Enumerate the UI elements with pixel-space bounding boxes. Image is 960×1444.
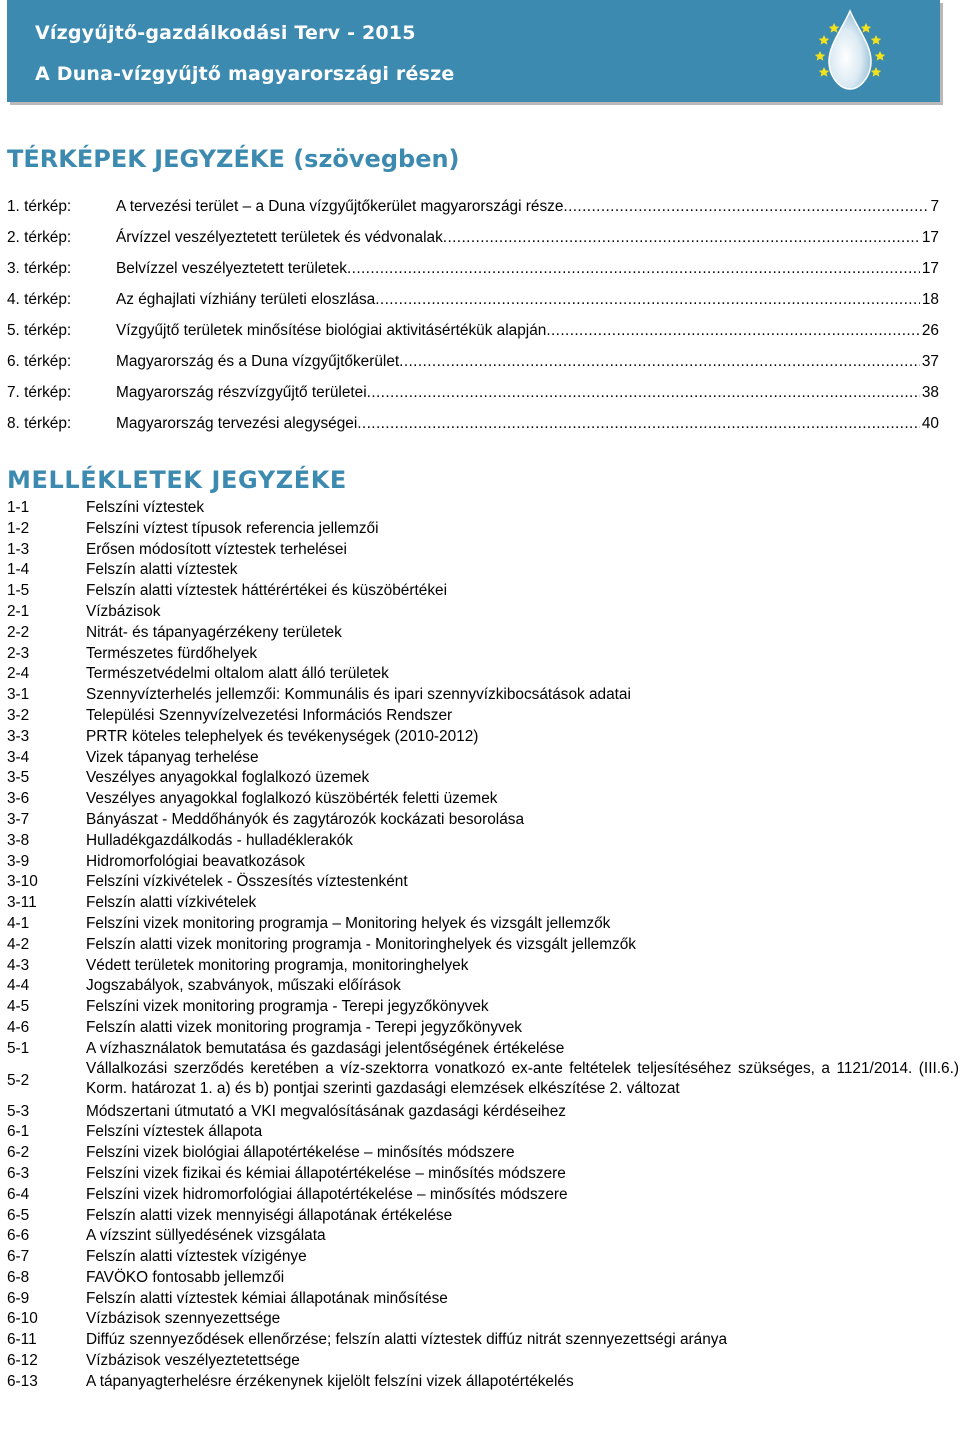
map-number: 6. térkép: (7, 353, 72, 370)
attachment-code: 6-8 (7, 1268, 30, 1286)
attachment-list-item[interactable] (7, 1061, 959, 1103)
attachment-list-item[interactable] (7, 936, 959, 957)
attachment-list-item[interactable] (7, 957, 959, 978)
attachment-code: 4-2 (7, 935, 30, 953)
attachment-title: Veszélyes anyagokkal foglalkozó üzemek (86, 769, 370, 787)
attachment-title: FAVÖKO fontosabb jellemzői (86, 1268, 285, 1286)
map-list-item[interactable] (7, 255, 939, 286)
attachment-list-item[interactable] (7, 1373, 959, 1394)
attachment-list-item[interactable] (7, 1040, 959, 1061)
attachment-code: 6-10 (7, 1310, 38, 1328)
attachment-list-item[interactable] (7, 1144, 959, 1165)
map-entry (116, 198, 939, 216)
map-entry (116, 291, 939, 309)
map-number: 2. térkép: (7, 229, 72, 246)
attachments-list (7, 499, 959, 1394)
attachment-code: 6-3 (7, 1164, 30, 1182)
maps-list (7, 193, 939, 441)
attachment-code: 6-2 (7, 1144, 30, 1162)
attachment-code: 2-2 (7, 623, 30, 641)
attachment-list-item[interactable] (7, 832, 959, 853)
attachment-list-item[interactable] (7, 645, 959, 666)
attachment-list-item[interactable] (7, 769, 959, 790)
attachment-code: 5-3 (7, 1102, 30, 1120)
attachment-list-item[interactable] (7, 582, 959, 603)
dot-leader (563, 198, 928, 216)
attachment-list-item[interactable] (7, 1290, 959, 1311)
attachment-code: 6-1 (7, 1123, 30, 1141)
attachment-code: 3-5 (7, 769, 30, 787)
map-entry (116, 384, 939, 402)
attachment-list-item[interactable] (7, 665, 959, 686)
map-list-item[interactable] (7, 410, 939, 441)
attachment-title: Hidromorfológiai beavatkozások (86, 852, 306, 870)
map-number: 4. térkép: (7, 291, 72, 308)
dot-leader (546, 322, 920, 340)
attachment-title: Felszín alatti vizek mennyiségi állapotának értékelése (86, 1206, 453, 1224)
attachment-code: 3-6 (7, 790, 30, 808)
attachment-title: A vízszint süllyedésének vizsgálata (86, 1227, 326, 1245)
map-entry (116, 229, 939, 247)
attachment-title: A vízhasználatok bemutatása és gazdasági jelentőségének értékelése (86, 1039, 565, 1057)
attachment-code: 6-12 (7, 1352, 38, 1370)
map-list-item[interactable] (7, 224, 939, 255)
attachment-code: 5-1 (7, 1039, 30, 1057)
attachment-code: 1-5 (7, 582, 30, 600)
map-entry (116, 322, 939, 340)
attachment-list-item[interactable] (7, 749, 959, 770)
attachment-title: Felszín alatti víztestek háttérértékei és küszöbértékei (86, 582, 447, 600)
attachment-title: Veszélyes anyagokkal foglalkozó küszöbérték feletti üzemek (86, 790, 498, 808)
map-number: 5. térkép: (7, 322, 72, 339)
map-list-item[interactable] (7, 348, 939, 379)
attachment-code: 4-6 (7, 1018, 30, 1036)
attachment-code: 4-3 (7, 956, 30, 974)
attachment-title: Vízbázisok (86, 602, 161, 620)
attachment-title: Felszín alatti víztestek vízigénye (86, 1248, 307, 1266)
dot-leader (375, 291, 920, 309)
attachment-title: A tápanyagterhelésre érzékenynek kijelölt felszíni vizek állapotértékelés (86, 1372, 574, 1390)
map-page-number: 17 (921, 229, 939, 246)
attachment-title: Természetes fürdőhelyek (86, 644, 258, 662)
attachment-title: Módszertani útmutató a VKI megvalósításának gazdasági kérdéseihez (86, 1102, 566, 1120)
attachment-list-item[interactable] (7, 1186, 959, 1207)
attachment-list-item[interactable] (7, 998, 959, 1019)
attachment-list-item[interactable] (7, 1227, 959, 1248)
attachment-title: Felszíni víztestek (86, 499, 205, 516)
map-number: 7. térkép: (7, 384, 72, 401)
attachment-code: 6-9 (7, 1289, 30, 1307)
attachment-list-item[interactable] (7, 853, 959, 874)
attachment-list-item[interactable] (7, 603, 959, 624)
map-title: Magyarország tervezési alegységei (116, 415, 358, 432)
attachments-section-title: MELLÉKLETEK JEGYZÉKE (7, 466, 347, 494)
attachment-list-item[interactable] (7, 686, 959, 707)
attachment-code: 3-11 (7, 894, 37, 912)
attachment-code: 3-2 (7, 706, 30, 724)
attachment-title: Felszín alatti víztestek kémiai állapotának minősítése (86, 1289, 448, 1307)
attachment-code: 3-1 (7, 686, 30, 704)
attachment-code: 4-1 (7, 914, 30, 932)
map-list-item[interactable] (7, 379, 939, 410)
attachment-list-item[interactable] (7, 728, 959, 749)
attachment-list-item[interactable] (7, 1269, 959, 1290)
dot-leader (347, 260, 920, 278)
attachment-code: 6-13 (7, 1372, 38, 1390)
attachment-title: Védett területek monitoring programja, monitoringhelyek (86, 956, 469, 974)
attachment-code: 6-4 (7, 1185, 30, 1203)
map-number: 3. térkép: (7, 260, 72, 277)
attachment-code: 5-2 (7, 1071, 30, 1089)
attachment-code: 3-3 (7, 727, 30, 745)
attachment-code: 2-4 (7, 665, 30, 683)
map-page-number: 7 (930, 198, 939, 215)
map-entry (116, 415, 939, 433)
attachment-title: Felszín alatti vizek monitoring programja - Monitoringhelyek és vizsgált jellemzők (86, 935, 637, 953)
map-page-number: 17 (921, 260, 939, 277)
attachment-code: 2-1 (7, 602, 30, 620)
attachment-code: 3-4 (7, 748, 30, 766)
map-list-item[interactable] (7, 317, 939, 348)
dot-leader (399, 353, 920, 371)
attachment-title: Természetvédelmi oltalom alatt álló területek (86, 665, 389, 683)
attachment-code: 6-6 (7, 1227, 30, 1245)
map-list-item[interactable] (7, 286, 939, 317)
water-drop-eu-stars-icon (807, 7, 893, 93)
attachment-list-item[interactable] (7, 894, 959, 915)
attachment-title: Szennyvízterhelés jellemzői: Kommunális és ipari szennyvízkibocsátások adatai (86, 686, 631, 704)
attachment-list-item[interactable] (7, 1123, 959, 1144)
attachment-list-item[interactable] (7, 811, 959, 832)
attachment-title: Diffúz szennyeződések ellenőrzése; felszín alatti víztestek diffúz nitrát szennyezettségi aránya (86, 1331, 728, 1349)
attachment-title: Vízbázisok szennyezettsége (86, 1310, 281, 1328)
attachment-title: Felszíni vizek monitoring programja – Monitoring helyek és vizsgált jellemzők (86, 914, 611, 932)
map-title: Belvízzel veszélyeztetett területek (116, 260, 347, 277)
attachment-title: Erősen módosított víztestek terhelései (86, 540, 347, 558)
attachment-title: Felszín alatti víztestek (86, 561, 238, 579)
attachment-list-item[interactable] (7, 873, 959, 894)
attachment-title: Nitrát- és tápanyagérzékeny területek (86, 623, 342, 641)
map-number: 8. térkép: (7, 415, 72, 432)
attachment-title: Felszín alatti vízkivételek (86, 894, 257, 912)
map-page-number: 26 (921, 322, 939, 339)
attachment-code: 6-11 (7, 1331, 37, 1349)
attachment-code: 3-8 (7, 831, 30, 849)
attachment-list-item[interactable] (7, 1331, 959, 1352)
attachment-list-item[interactable] (7, 915, 959, 936)
attachment-code: 1-2 (7, 519, 30, 537)
map-number: 1. térkép: (7, 198, 72, 215)
map-page-number: 38 (921, 384, 939, 401)
attachment-code: 3-7 (7, 810, 30, 828)
document-header (7, 0, 940, 102)
attachment-title: Felszín alatti vizek monitoring programja - Terepi jegyzőkönyvek (86, 1018, 522, 1036)
document-subtitle: A Duna-vízgyűjtő magyarországi része (35, 63, 455, 85)
map-entry (116, 353, 939, 371)
attachment-code: 1-4 (7, 561, 30, 579)
attachment-title: Bányászat - Meddőhányók és zagytározók kockázati besorolása (86, 810, 525, 828)
attachment-title: Felszíni vizek hidromorfológiai állapotértékelése – minősítés módszere (86, 1185, 568, 1203)
attachment-title: Vízbázisok veszélyeztetettsége (86, 1352, 300, 1370)
attachment-title: Felszíni vízkivételek - Összesítés víztestenként (86, 873, 408, 891)
attachment-title: PRTR köteles telephelyek és tevékenységek (2010-2012) (86, 727, 479, 745)
document-title: Vízgyűjtő-gazdálkodási Terv - 2015 (35, 22, 416, 44)
dot-leader (367, 384, 920, 402)
attachment-code: 2-3 (7, 644, 30, 662)
attachment-code: 4-4 (7, 977, 30, 995)
attachment-list-item[interactable] (7, 1310, 959, 1331)
attachment-title: Vállalkozási szerződés keretében a víz-szektorra vonatkozó ex-ante feltételek teljesítéséhez szükséges, a 1121/2014. (III.6.) Korm. határozat 1. a) és b) pontjai szerinti gazdasági elemzések elkészítése 2. változat (86, 1059, 959, 1098)
attachment-list-item[interactable] (7, 1248, 959, 1269)
map-title: Magyarország és a Duna vízgyűjtőkerület (116, 353, 400, 370)
maps-section-title: TÉRKÉPEK JEGYZÉKE (szövegben) (7, 145, 460, 173)
map-list-item[interactable] (7, 193, 939, 224)
attachment-list-item[interactable] (7, 977, 959, 998)
map-title: A tervezési terület – a Duna vízgyűjtőkerület magyarországi része (116, 198, 564, 215)
attachment-title: Felszíni víztestek állapota (86, 1123, 263, 1141)
attachment-title: Vizek tápanyag terhelése (86, 748, 259, 766)
attachment-title: Felszíni víztest típusok referencia jellemzői (86, 519, 379, 537)
attachment-list-item[interactable] (7, 541, 959, 562)
attachment-code: 3-9 (7, 852, 30, 870)
attachment-list-item[interactable] (7, 520, 959, 541)
map-title: Árvízzel veszélyeztetett területek és védvonalak (116, 229, 443, 246)
attachment-title: Felszíni vizek biológiai állapotértékelése – minősítés módszere (86, 1144, 515, 1162)
attachment-list-item[interactable] (7, 1103, 959, 1124)
attachment-list-item[interactable] (7, 707, 959, 728)
attachment-title: Települési Szennyvízelvezetési Információs Rendszer (86, 706, 453, 724)
attachment-list-item[interactable] (7, 790, 959, 811)
attachment-list-item[interactable] (7, 624, 959, 645)
attachment-list-item[interactable] (7, 1352, 959, 1373)
attachment-code: 1-1 (7, 499, 30, 516)
attachment-code: 1-3 (7, 540, 30, 558)
attachment-list-item[interactable] (7, 561, 959, 582)
attachment-title: Hulladékgazdálkodás - hulladéklerakók (86, 831, 353, 849)
attachment-list-item[interactable] (7, 499, 959, 520)
attachment-title: Felszíni vizek fizikai és kémiai állapotértékelése – minősítés módszere (86, 1164, 566, 1182)
attachment-code: 4-5 (7, 998, 30, 1016)
attachment-list-item[interactable] (7, 1019, 959, 1040)
attachment-list-item[interactable] (7, 1165, 959, 1186)
attachment-title: Jogszabályok, szabványok, műszaki előírások (86, 977, 401, 995)
map-entry (116, 260, 939, 278)
map-title: Vízgyűjtő területek minősítése biológiai aktivitásértékük alapján (116, 322, 547, 339)
map-title: Az éghajlati vízhiány területi eloszlása (116, 291, 376, 308)
map-page-number: 40 (921, 415, 939, 432)
dot-leader (443, 229, 920, 247)
attachment-code: 6-5 (7, 1206, 30, 1224)
attachment-title: Felszíni vizek monitoring programja - Terepi jegyzőkönyvek (86, 998, 489, 1016)
attachment-list-item[interactable] (7, 1207, 959, 1228)
attachment-code: 6-7 (7, 1248, 30, 1266)
map-page-number: 18 (921, 291, 939, 308)
map-page-number: 37 (921, 353, 939, 370)
attachment-code: 3-10 (7, 873, 38, 891)
map-title: Magyarország részvízgyűjtő területei (116, 384, 367, 401)
dot-leader (357, 415, 920, 433)
